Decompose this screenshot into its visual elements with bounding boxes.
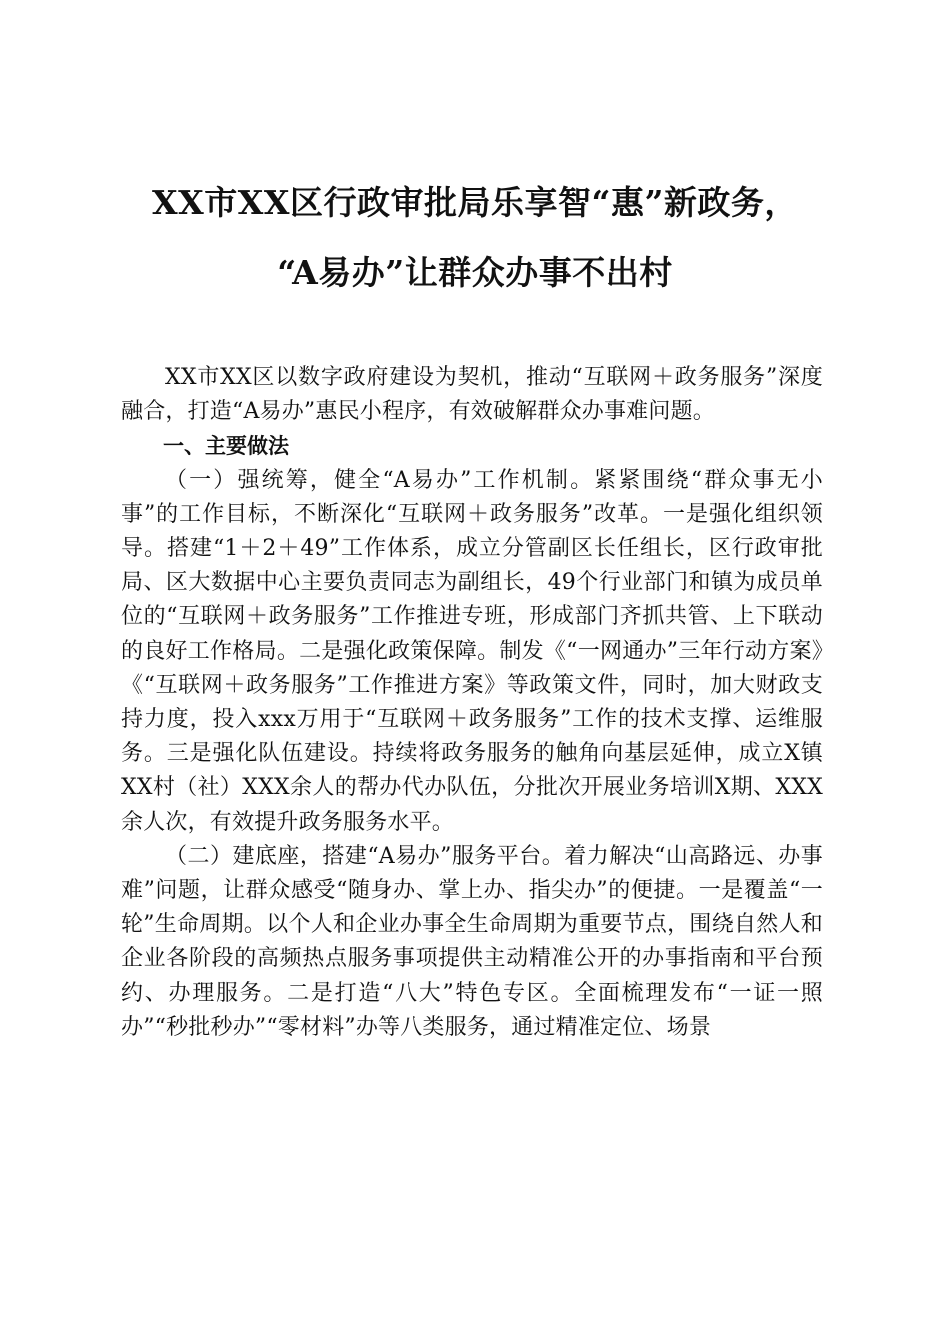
paragraph-2: （二）建底座，搭建“A易办”服务平台。着力解决“山高路远、办事难”问题，让群众感受“随身办、掌上办、指尖办”的便捷。一是覆盖“一轮”生命周期。以个人和企业办事全生命周期为重要节点，围绕自然人和企业各阶段的高频热点服务事项提供主动精准公开的办事指南和平台预约、办理服务。二是打造“八大”特色专区。全面梳理发布“一证一照办”“秒批秒办”“零材料”办等八类服务，通过精准定位、场景 <box>121 843 823 1040</box>
title-line-1: XX市XX区行政审批局乐享智“惠”新政务， <box>152 183 798 222</box>
document-body <box>121 361 823 1045</box>
document-title <box>100 168 850 308</box>
paragraph-1: （一）强统筹，健全“A易办”工作机制。紧紧围绕“群众事无小事”的工作目标，不断深化“互联网＋政务服务”改革。一是强化组织领导。搭建“1＋2＋49”工作体系，成立分管副区长任组长，区行政审批局、区大数据中心主要负责同志为副组长，49个行业部门和镇为成员单位的“互联网＋政务服务”工作推进专班，形成部门齐抓共管、上下联动的良好工作格局。二是强化政策保障。制发《“一网通办”三年行动方案》《“互联网＋政务服务”工作推进方案》等政策文件，同时，加大财政支持力度，投入xxx万用于“互联网＋政务服务”工作的技术支撑、运维服务。三是强化队伍建设。持续将政务服务的触角向基层延伸，成立X镇XX村（社）XXX余人的帮办代办队伍，分批次开展业务培训X期、XXX余人次，有效提升政务服务水平。 <box>121 467 823 835</box>
intro-paragraph: XX市XX区以数字政府建设为契机，推动“互联网＋政务服务”深度融合，打造“A易办”惠民小程序，有效破解群众办事难问题。 <box>121 365 823 425</box>
title-line-2: “A易办”让群众办事不出村 <box>277 253 673 292</box>
section-heading: 一、主要做法 <box>163 434 289 459</box>
